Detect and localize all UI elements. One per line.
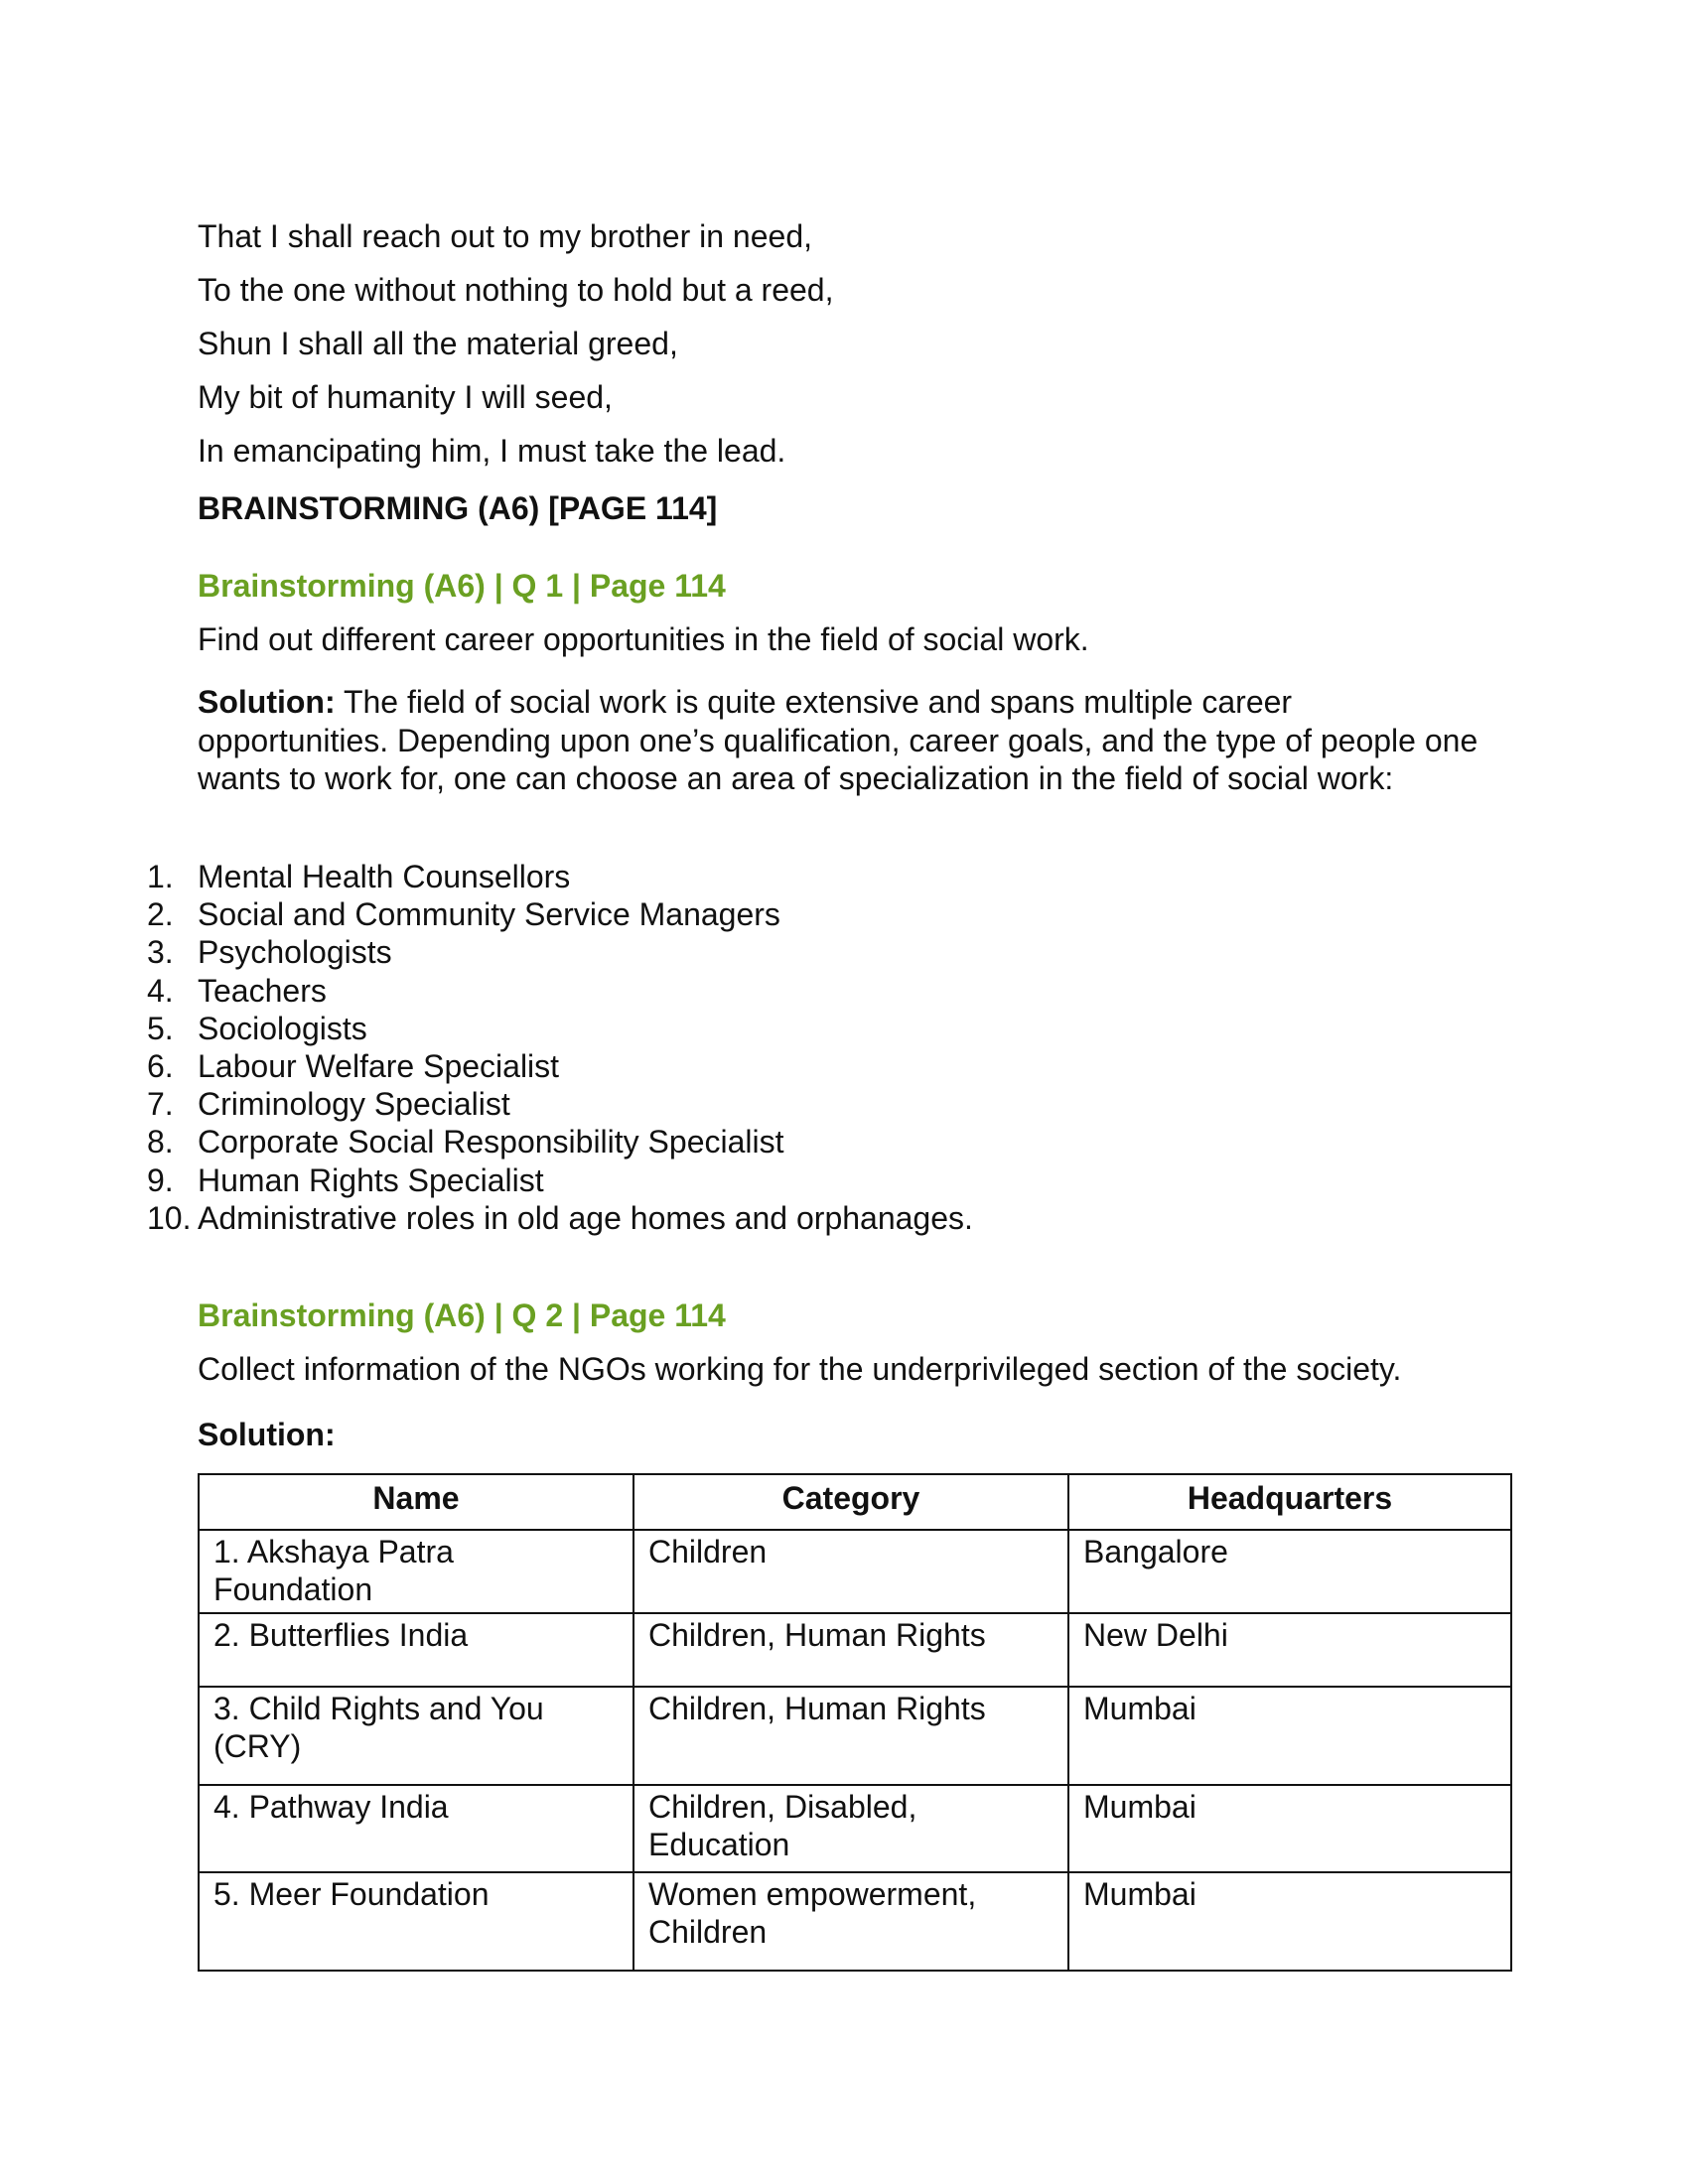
- list-number: 1.: [147, 859, 174, 894]
- list-text: Psychologists: [198, 934, 392, 971]
- table-cell-headquarters: New Delhi: [1068, 1613, 1511, 1687]
- table-row: [199, 1687, 1511, 1785]
- table-row: [199, 1530, 1511, 1613]
- list-item: [0, 858, 1688, 895]
- list-item: [0, 1199, 1688, 1237]
- list-number: 6.: [147, 1047, 174, 1084]
- list-text: Criminology Specialist: [198, 1086, 510, 1123]
- question-1-text: Find out different career opportunities in the field of social work.: [198, 621, 1089, 657]
- list-number: 8.: [147, 1124, 174, 1160]
- poem-line: In emancipating him, I must take the lead.: [198, 433, 786, 469]
- list-item: [0, 972, 1688, 1010]
- table-cell-category: Children, Human Rights: [633, 1613, 1068, 1687]
- list-text: Teachers: [198, 972, 327, 1009]
- solution-text: The field of social work is quite extensive and spans multiple career opportunities. Depending upon one’s qualification, career goals, and the type of people one wants to work for, one can choose an area of specialization in the field of social work:: [198, 684, 1478, 796]
- table-cell-category: Children, Human Rights: [633, 1687, 1068, 1785]
- poem-line: To the one without nothing to hold but a reed,: [198, 272, 834, 308]
- table-cell-category: Children, Disabled, Education: [633, 1785, 1068, 1872]
- list-item: [0, 1010, 1688, 1047]
- list-text: Corporate Social Responsibility Specialist: [198, 1124, 784, 1160]
- list-text: Administrative roles in old age homes and orphanages.: [198, 1199, 973, 1236]
- table-cell-headquarters: Mumbai: [1068, 1687, 1511, 1785]
- table-cell-headquarters: Mumbai: [1068, 1785, 1511, 1872]
- question-2-text: Collect information of the NGOs working for the underprivileged section of the society.: [198, 1351, 1402, 1387]
- list-item: [0, 1047, 1688, 1085]
- table-cell-category: Children: [633, 1530, 1068, 1613]
- table-cell-name: 2. Butterflies India: [199, 1613, 633, 1687]
- table-row: [199, 1613, 1511, 1687]
- list-item: [0, 895, 1688, 933]
- poem-line: My bit of humanity I will seed,: [198, 379, 613, 415]
- list-number: 2.: [147, 896, 174, 933]
- table-cell-name: 5. Meer Foundation: [199, 1872, 633, 1971]
- list-number: 10.: [147, 1199, 192, 1236]
- list-number: 7.: [147, 1086, 174, 1123]
- list-text: Human Rights Specialist: [198, 1161, 544, 1198]
- list-item: [0, 933, 1688, 971]
- column-header-headquarters: Headquarters: [1068, 1474, 1511, 1530]
- list-number: 5.: [147, 1010, 174, 1046]
- career-list: [0, 858, 1688, 1237]
- list-text: Sociologists: [198, 1010, 367, 1046]
- list-item: [0, 1085, 1688, 1123]
- solution-label: Solution:: [198, 684, 336, 720]
- column-header-category: Category: [633, 1474, 1068, 1530]
- poem-line: Shun I shall all the material greed,: [198, 326, 678, 361]
- question-2-heading: Brainstorming (A6) | Q 2 | Page 114: [198, 1297, 726, 1333]
- table-header-row: [199, 1474, 1511, 1530]
- list-text: Labour Welfare Specialist: [198, 1047, 560, 1084]
- column-header-name: Name: [199, 1474, 633, 1530]
- table-cell-category: Women empowerment, Children: [633, 1872, 1068, 1971]
- list-text: Mental Health Counsellors: [198, 859, 571, 894]
- list-number: 3.: [147, 934, 174, 971]
- question-1-heading: Brainstorming (A6) | Q 1 | Page 114: [198, 568, 726, 604]
- list-item: [0, 1123, 1688, 1160]
- table-cell-name: 1. Akshaya Patra Foundation: [199, 1530, 633, 1613]
- table-row: [199, 1872, 1511, 1971]
- table-cell-name: 4. Pathway India: [199, 1785, 633, 1872]
- question-2-solution-label: Solution:: [198, 1417, 336, 1452]
- table-cell-name: 3. Child Rights and You (CRY): [199, 1687, 633, 1785]
- table-cell-headquarters: Bangalore: [1068, 1530, 1511, 1613]
- ngo-table: [198, 1473, 1512, 1972]
- list-number: 4.: [147, 972, 174, 1009]
- table-row: [199, 1785, 1511, 1872]
- table-cell-headquarters: Mumbai: [1068, 1872, 1511, 1971]
- section-heading: BRAINSTORMING (A6) [PAGE 114]: [198, 490, 718, 526]
- poem-line: That I shall reach out to my brother in need,: [198, 218, 812, 254]
- list-text: Social and Community Service Managers: [198, 896, 780, 933]
- list-number: 9.: [147, 1161, 174, 1198]
- list-item: [0, 1161, 1688, 1199]
- question-1-solution: [198, 683, 1488, 798]
